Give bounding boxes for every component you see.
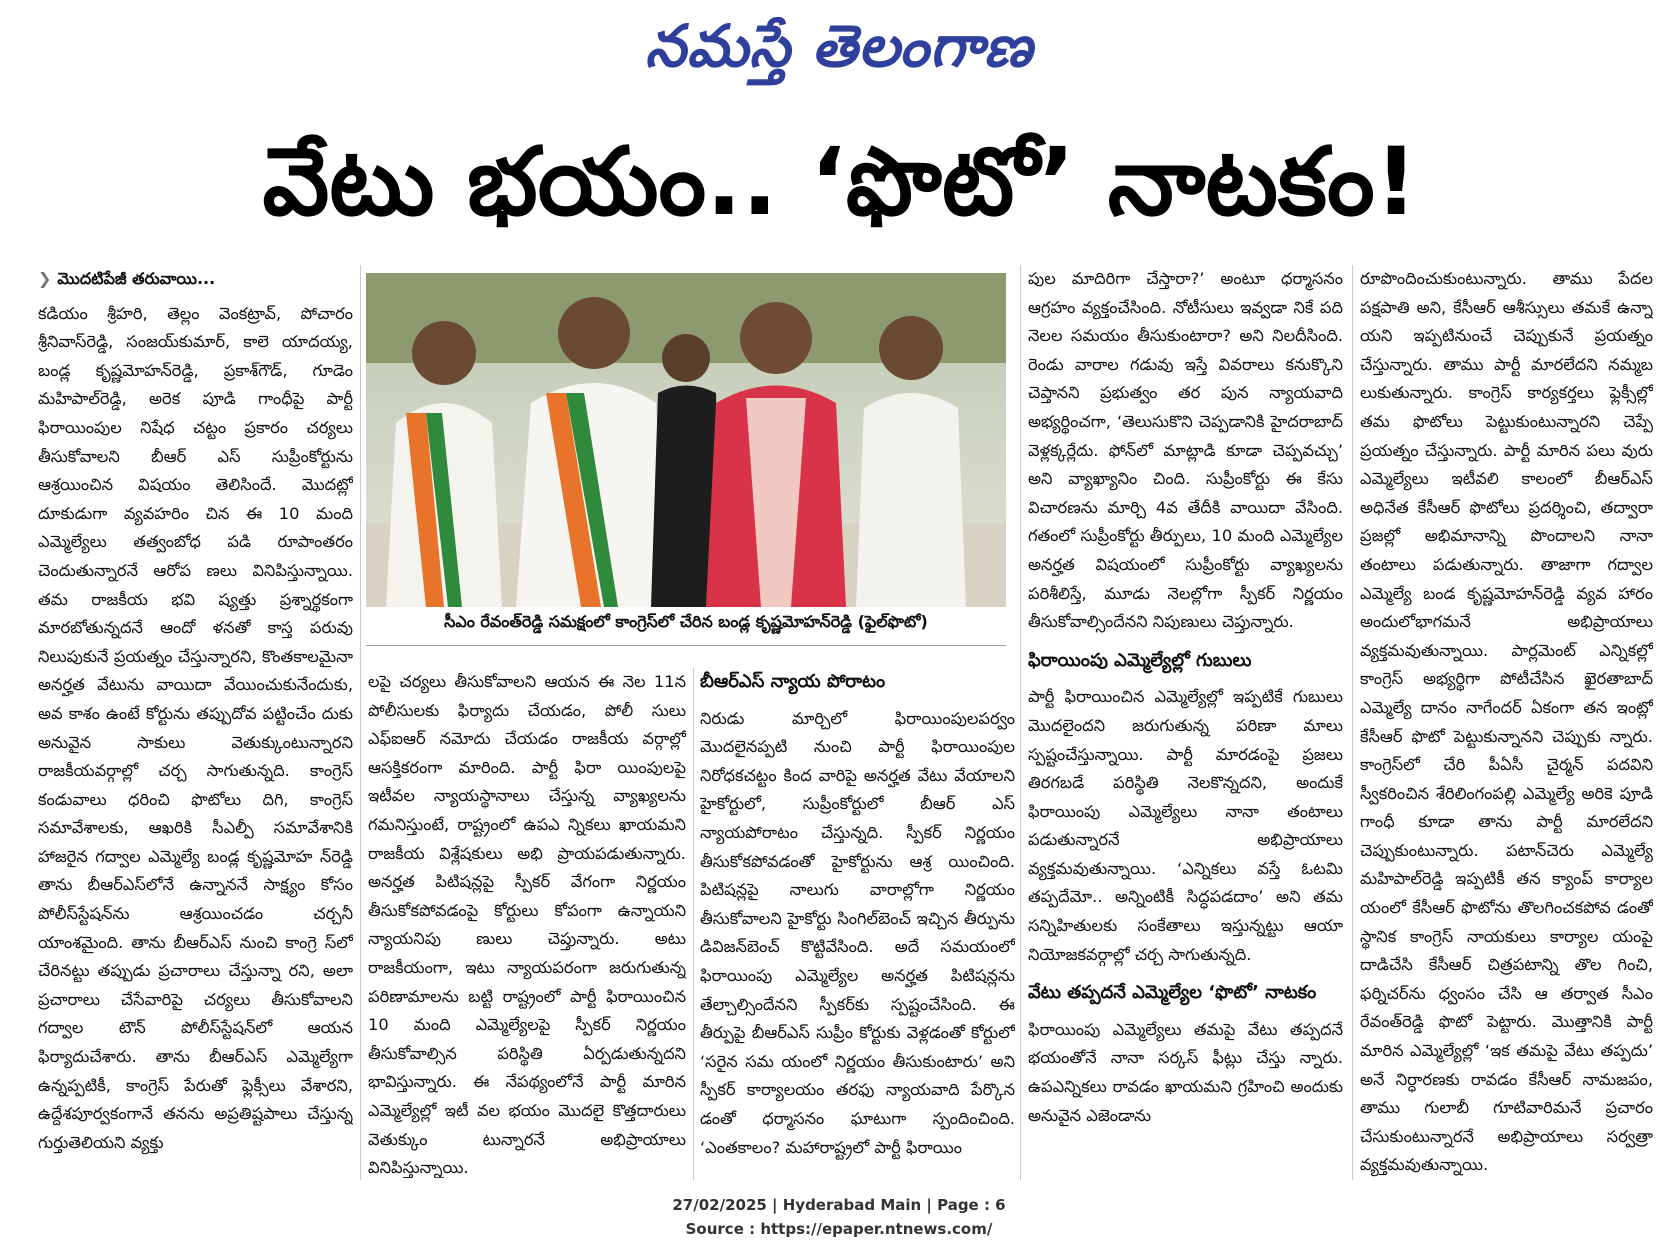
article-column-1 (38, 265, 353, 1180)
section-subhead: ఫిరాయింపు ఎమ్మెల్యేల్లో గుబులు (1028, 649, 1252, 671)
article-column-3 (700, 668, 1015, 1178)
footer-edition-info: 27/02/2025 | Hyderabad Main | Page : 6 (672, 1196, 1006, 1214)
body-text: పుల మాదిరిగా చేస్తారా?’ అంటూ ధర్మాసనం ఆగ్రహం వ్యక్తంచేసింది. నోటీసులు ఇవ్వడా నికే పది నెలల సమయం తీసుకుంటారా? అని నిలదీసింది. రెండు వారాల గడువు ఇస్తే వివరాలు కనుక్కొని చెప్తానని ప్రభుత్వం తర పున న్యాయవాది అభ్యర్థించగా, ‘తెలుసుకొని చెప్పడానికి హైదరాబాద్ వెళ్లక్కర్లేదు. ఫోన్‌లో మాట్లాడి కూడా చెప్పవచ్చు’ అని వ్యాఖ్యానిం చింది. సుప్రీంకోర్టు ఈ కేసు విచారణను మార్చి 4వ తేదీకి వాయిదా వేసింది. గతంలో సుప్రీంకోర్టు తీర్పులు, 10 మంది ఎమ్మెల్యేల అనర్హత విషయంలో సుప్రీంకోర్టు వ్యాఖ్యలను పరిశీలిస్తే, మూడు నెలల్లోగా స్పీకర్ నిర్ణయం తీసుకోవాల్సిందేనని నిపుణులు చెప్తున్నారు. (1028, 269, 1343, 632)
footer-source-link[interactable]: Source : https://epaper.ntnews.com/ (685, 1220, 993, 1238)
masthead: నమస్తే తెలంగాణ (645, 12, 1033, 80)
section-subhead: వేటు తప్పదనే ఎమ్మెల్యేల ‘ఫొటో’ నాటకం (1028, 982, 1317, 1004)
news-photo (366, 273, 1006, 607)
chevron-right-icon: ❯ (38, 269, 52, 288)
headline: వేటు భయం.. ‘ఫొటో’ నాటకం! (262, 128, 1418, 237)
column-rule (360, 265, 361, 1180)
column-rule (693, 668, 694, 1180)
body-text: లపై చర్యలు తీసుకోవాలని ఆయన ఈ నెల 11న పోలీసులకు ఫిర్యాదు చేయడం, పోలీ సులు ఎఫ్‌ఐఆర్ నమోదు చేయడం రాజకీయ వర్గాల్లో ఆసక్తికరంగా మారింది. పార్టీ ఫిరా యింపులపై ఇటీవల న్యాయస్థానాలు చేస్తున్న వ్యాఖ్యలను గమనిస్తుంటే, రాష్ట్రంలో ఉపఎ న్నికలు ఖాయమని రాజకీయ విశ్లేషకులు అభి ప్రాయపడుతున్నారు. అనర్హత పిటిషన్లపై స్పీకర్ వేగంగా నిర్ణయం తీసుకోకపోవడంపై కోర్టులు కోపంగా ఉన్నాయని న్యాయనిపు ణులు చెప్తున్నారు. అటు రాజకీయంగా, ఇటు న్యాయపరంగా జరుగుతున్న పరిణామాలను బట్టి రాష్ట్రంలో పార్టీ ఫిరాయించిన 10 మంది ఎమ్మెల్యేలపై స్పీకర్ నిర్ణయం తీసుకోవాల్సిన పరిస్థితి ఏర్పడుతున్నదని భావిస్తున్నారు. ఈ నేపథ్యంలోనే పార్టీ మారిన ఎమ్మెల్యేల్లో ఇటీ వల భయం మొదలై కొత్తదారులు వెతుక్కుం టున్నారనే అభిప్రాయాలు వినిపిస్తున్నాయి. (368, 672, 686, 1178)
body-text: నిరుడు మార్చిలో ఫిరాయింపులపర్వం మొదలైనప్పటి నుంచి పార్టీ ఫిరాయింపుల నిరోధకచట్టం కింద వారిపై అనర్హత వేటు వేయాలని హైకోర్టులో, సుప్రీంకోర్టులో బీఆర్ ఎస్ న్యాయపోరాటం చేస్తున్నది. స్పీకర్ నిర్ణయం తీసుకోకపోవడంతో హైకోర్టును ఆశ్ర యించింది. పిటిషన్లపై నాలుగు వారాల్లోగా నిర్ణయం తీసుకోవాలని హైకోర్టు సింగిల్‌బెంచ్ ఇచ్చిన తీర్పును డివిజన్‌బెంచ్ కొట్టివేసింది. అదే సమయంలో ఫిరాయింపు ఎమ్మెల్యేల అనర్హత పిటిషన్లను తేల్చాల్సిందేనని స్పీకర్‌కు స్పష్టంచేసింది. ఈ తీర్పుపై బీఆర్‌ఎస్ సుప్రీం కోర్టుకు వెళ్లడంతో కోర్టులో ‘సరైన సమ యంలో నిర్ణయం తీసుకుంటారు’ అని స్పీకర్ కార్యాలయం తరఫు న్యాయవాది పేర్కొన డంతో ధర్మాసనం ఘాటుగా స్పందించింది. ‘ఎంతకాలం? మహారాష్ట్రలో పార్టీ ఫిరాయిం (700, 708, 1015, 1157)
article-column-5 (1360, 265, 1653, 1180)
column-rule (1020, 265, 1021, 1180)
column-rule (1352, 265, 1353, 1180)
body-text: కడియం శ్రీహరి, తెల్లం వెంకట్రావ్, పోచారం శ్రీనివాస్‌రెడ్డి, సంజయ్‌కుమార్, కాలె యాదయ్య, బండ్ల కృష్ణమోహన్‌రెడ్డి, ప్రకాశ్‌గౌడ్, గూడెం మహిపాల్‌రెడ్డి, అరెక పూడి గాంధీపై పార్టీ ఫిరాయింపుల నిషేధ చట్టం ప్రకారం చర్యలు తీసుకోవాలని బీఆర్ ఎస్ సుప్రీంకోర్టును ఆశ్రయించిన విషయం తెలిసిందే. మొదట్లో దూకుడుగా వ్యవహరిం చిన ఈ 10 మంది ఎమ్మెల్యేలు తత్వంబోధ పడి రూపాంతరం చెందుతున్నారనే ఆరోప ణలు వినిపిస్తున్నాయి. తమ రాజకీయ భవి ష్యత్తు ప్రశ్నార్థకంగా మారబోతున్నదనే ఆందో ళనతో కాస్త పరువు నిలుపుకునే ప్రయత్నం చేస్తున్నారని, కొంతకాలమైనా అనర్హత వేటును వాయిదా వేయించుకునేందుకు, అవ కాశం ఉంటే కోర్టును తప్పుదోవ పట్టించేం దుకు అనువైన సాకులు వెతుక్కుంటున్నారని రాజకీయవర్గాల్లో చర్చ సాగుతున్నది. కాంగ్రెస్ కండువాలు ధరించి ఫొటోలు దిగి, కాంగ్రెస్ సమావేశాలకు, ఆఖరికి సీఎల్పీ సమావేశానికి హాజరైన గద్వాల ఎమ్మెల్యే బండ్ల కృష్ణమోహ న్‌రెడ్డి తాను బీఆర్‌ఎస్‌లోనే ఉన్నాననే సాక్ష్యం కోసం పోలీస్‌స్టేషన్‌ను ఆశ్రయించడం చర్చనీ యాంశమైంది. తాను బీఆర్‌ఎస్ నుంచి కాంగ్రె స్‌లో చేరినట్టు తప్పుడు ప్రచారాలు చేస్తున్నా రని, అలా ప్రచారాలు చేసేవారిపై చర్యలు తీసుకోవాలని గద్వాల టౌన్ పోలీస్‌స్టేషన్‌లో ఆయన ఫిర్యాదుచేశారు. తాను బీఆర్‌ఎస్ ఎమ్మెల్యేగా ఉన్నప్పటికీ, కాంగ్రెస్ పేరుతో ఫ్లెక్సీలు వేశారని, ఉద్దేశపూర్వకంగానే తనను అప్రతిష్టపాలు చేస్తున్న గుర్తుతెలియని వ్యక్తు (38, 303, 353, 1152)
section-subhead: బీఆర్‌ఎస్ న్యాయ పోరాటం (700, 671, 886, 692)
article-column-2 (368, 668, 686, 1178)
caption-divider (366, 645, 1006, 646)
photo-illustration (366, 273, 1006, 607)
article-column-4 (1028, 265, 1343, 1180)
body-text: రూపొందించుకుంటున్నారు. తాము పేదల పక్షపాతి అని, కేసీఆర్ ఆశీస్సులు తమకే ఉన్నా యని ఇప్పటినుంచే చెప్పుకునే ప్రయత్నం చేస్తున్నారు. తాము పార్టీ మారలేదని నమ్మబ లుకుతున్నారు. కాంగ్రెస్ కార్యకర్తలు ఫ్లెక్సీల్లో తమ ఫొటోలు పెట్టుకుంటున్నారని చెప్పే ప్రయత్నం చేస్తున్నారు. పార్టీ మారిన పలు వురు ఎమ్మెల్యేలు ఇటీవలి కాలంలో బీఆర్‌ఎస్ అధినేత కేసీఆర్ ఫొటోలు ప్రదర్శించి, తద్వారా ప్రజల్లో అభిమానాన్ని పొందాలని నానా తంటాలు పడుతున్నారు. తాజాగా గద్వాల ఎమ్మెల్యే బండ కృష్ణమోహన్‌రెడ్డి వ్యవ హారం అందులోభాగమనే అభిప్రాయాలు వ్యక్తమవుతున్నాయి. పార్లమెంట్ ఎన్నికల్లో కాంగ్రెస్ అభ్యర్థిగా పోటీచేసిన ఖైరతాబాద్ ఎమ్మెల్యే దానం నాగేందర్ ఏకంగా తన ఇంట్లో కేసీఆర్ ఫొటో పెట్టుకున్నానని చెప్పుకు న్నారు. కాంగ్రెస్‌లో చేరి పీఏసీ చైర్మన్ పదవిని స్వీకరించిన శేరిలింగంపల్లి ఎమ్మెల్యే అరికె పూడి గాంధీ కూడా తాను పార్టీ మారలేదని చెప్పుకుంటున్నారు. పటాన్‌చెరు ఎమ్మెల్యే మహిపాల్‌రెడ్డి ఇప్పటికీ తన క్యాంప్ కార్యాల యంలో కేసీఆర్ ఫొటోను తొలగించకపోవ డంతో స్థానిక కాంగ్రెస్ నాయకులు కార్యాల యంపై దాడిచేసి కేసీఆర్ చిత్రపటాన్ని తొల గించి, ఫర్నిచర్‌ను ధ్వంసం చేసి ఆ తర్వాత సీఎం రేవంత్‌రెడ్డి ఫొటో పెట్టారు. మొత్తానికి పార్టీ మారిన ఎమ్మెల్యేల్లో ‘ఇక తమపై వేటు తప్పదు’ అనే నిర్ధారణకు రావడం కేసీఆర్ నామజపం, తాము గులాబీ గూటివారిమనే ప్రచారం చేసుకుంటున్నారనే అభిప్రాయాలు సర్వత్రా వ్యక్తమవుతున్నాయి. (1360, 269, 1653, 1175)
continued-kicker (38, 265, 353, 294)
photo-caption: సీఎం రేవంత్‌రెడ్డి సమక్షంలో కాంగ్రెస్‌లో చేరిన బండ్ల కృష్ణమోహన్‌రెడ్డి (ఫైల్‌ఫొటో) (444, 612, 928, 631)
body-text: ఫిరాయింపు ఎమ్మెల్యేలు తమపై వేటు తప్పదనే భయంతోనే నానా సర్కస్ ఫీట్లు చేస్తు న్నారు. ఉపఎన్నికలు రావడం ఖాయమని గ్రహించి అందుకు అనువైన ఎజెండాను (1028, 1019, 1343, 1125)
kicker-label: మొదటిపేజీ తరువాయి... (57, 269, 216, 288)
body-text: పార్టీ ఫిరాయించిన ఎమ్మెల్యేల్లో ఇప్పటికే గుబులు మొదలైందని జరుగుతున్న పరిణా మాలు స్పష్టంచేస్తున్నాయి. పార్టీ మారడంపై ప్రజలు తిరగబడే పరిస్థితి నెలకొన్నదని, అందుకే ఫిరాయింపు ఎమ్మెల్యేలు నానా తంటాలు పడుతున్నారనే అభిప్రాయాలు వ్యక్తమవుతున్నాయి. ‘ఎన్నికలు వస్తే ఓటమి తప్పదేమో.. అన్నింటికీ సిద్ధపడదాం’ అని తమ సన్నిహితులకు సంకేతాలు ఇస్తున్నట్టు ఆయా నియోజకవర్గాల్లో చర్చ సాగుతున్నది. (1028, 687, 1343, 964)
